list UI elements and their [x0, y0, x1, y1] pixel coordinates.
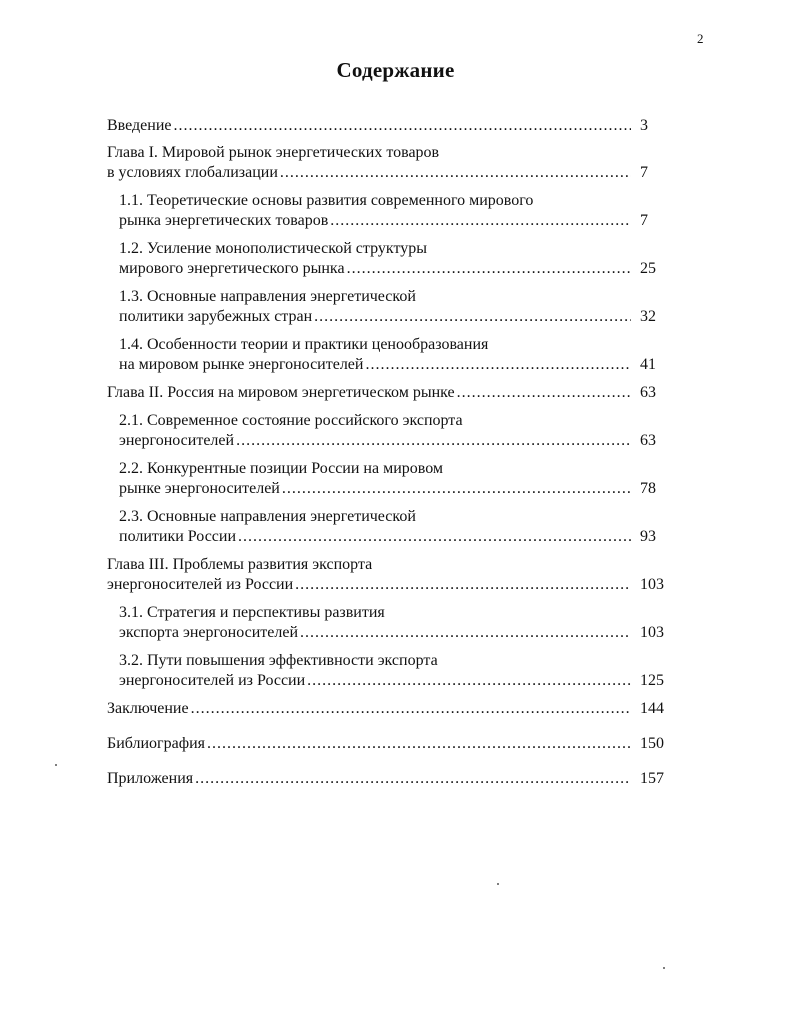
- toc-entry-title: Приложения: [107, 770, 194, 787]
- toc-entry-title: энергоносителей: [119, 432, 235, 449]
- toc-page-number: 32: [640, 308, 656, 325]
- toc-entry-section-2-1[interactable]: [119, 411, 633, 451]
- toc-page-number: 41: [640, 356, 656, 373]
- dot-leader: [300, 623, 631, 643]
- toc-entry-section-1-3[interactable]: [119, 287, 633, 327]
- toc-entry-title-line: 2.3. Основные направления энергетической: [119, 508, 416, 525]
- toc-entry-title-line: Глава III. Проблемы развития экспорта: [107, 556, 373, 573]
- toc-page-number: 93: [640, 528, 656, 545]
- dot-leader: [365, 355, 631, 375]
- toc-entry-title-line: 3.1. Стратегия и перспективы развития: [119, 604, 385, 621]
- toc-entry-title-line: 1.3. Основные направления энергетической: [119, 288, 416, 305]
- toc-entry-title: рынке энергоносителей: [119, 480, 280, 497]
- dot-leader: [314, 307, 631, 327]
- toc-page-number: 3: [640, 117, 648, 134]
- toc-page-number: 63: [640, 432, 656, 449]
- toc-page-number: 150: [640, 735, 664, 752]
- toc-entry-title: Глава II. Россия на мировом энергетическом рынке: [107, 384, 455, 401]
- toc-entry-title: Заключение: [107, 700, 189, 717]
- toc-entry-section-1-4[interactable]: [119, 335, 633, 375]
- scan-speck: [663, 967, 665, 969]
- toc-page-number: 125: [640, 672, 664, 689]
- dot-leader: [238, 527, 631, 547]
- toc-entry-chapter-3[interactable]: [107, 555, 633, 595]
- toc-entry-section-2-2[interactable]: [119, 459, 633, 499]
- toc-entry-section-1-2[interactable]: [119, 239, 633, 279]
- toc-page-number: 7: [640, 212, 648, 229]
- toc-page-number: 78: [640, 480, 656, 497]
- toc-entry-conclusion[interactable]: [107, 699, 633, 719]
- toc-entry-title: Введение: [107, 117, 172, 134]
- toc-entry-bibliography[interactable]: [107, 734, 633, 754]
- dot-leader: [347, 259, 631, 279]
- toc-entry-title: политики России: [119, 528, 237, 545]
- toc-entry-section-1-1[interactable]: [119, 191, 633, 231]
- dot-leader: [307, 671, 631, 691]
- toc-entry-title: экспорта энергоносителей: [119, 624, 299, 641]
- toc-entry-title: политики зарубежных стран: [119, 308, 313, 325]
- toc-entry-chapter-2[interactable]: [107, 383, 633, 403]
- toc-page-number: 103: [640, 576, 664, 593]
- dot-leader: [174, 116, 632, 136]
- toc-entry-title: рынка энергетических товаров: [119, 212, 329, 229]
- toc-entry-title: Библиография: [107, 735, 205, 752]
- toc-page-number: 144: [640, 700, 664, 717]
- toc-entry-title-line: 1.2. Усиление монополистической структуры: [119, 240, 427, 257]
- toc-page-number: 63: [640, 384, 656, 401]
- toc-entry-title-line: 2.1. Современное состояние российского экспорта: [119, 412, 463, 429]
- toc-entry-section-3-1[interactable]: [119, 603, 633, 643]
- toc-entry-title-line: Глава I. Мировой рынок энергетических товаров: [107, 144, 440, 161]
- toc-entry-title: мирового энергетического рынка: [119, 260, 345, 277]
- toc-entry-title-line: 1.1. Теоретические основы развития современного мирового: [119, 192, 534, 209]
- dot-leader: [207, 734, 631, 754]
- toc-entry-title: энергоносителей из России: [119, 672, 306, 689]
- toc-page-number: 103: [640, 624, 664, 641]
- toc-page-number: 157: [640, 770, 664, 787]
- dot-leader: [282, 479, 631, 499]
- toc-entry-introduction[interactable]: [107, 116, 633, 136]
- toc-page-number: 25: [640, 260, 656, 277]
- toc-entry-section-3-2[interactable]: [119, 651, 633, 691]
- toc-entry-section-2-3[interactable]: [119, 507, 633, 547]
- page-title: Содержание: [336, 58, 455, 82]
- dot-leader: [280, 163, 631, 183]
- toc-entry-title: на мировом рынке энергоносителей: [119, 356, 364, 373]
- page-number: 2: [697, 31, 704, 46]
- toc-entry-title: в условиях глобализации: [107, 164, 278, 181]
- scan-speck: [497, 883, 499, 885]
- scan-speck: [55, 764, 57, 766]
- toc-entry-chapter-1[interactable]: [107, 143, 633, 183]
- toc-entry-title-line: 2.2. Конкурентные позиции России на мировом: [119, 460, 444, 477]
- toc-entry-title-line: 1.4. Особенности теории и практики ценообразования: [119, 336, 489, 353]
- dot-leader: [236, 431, 631, 451]
- dot-leader: [295, 575, 631, 595]
- dot-leader: [330, 211, 631, 231]
- dot-leader: [195, 769, 631, 789]
- toc-page-number: 7: [640, 164, 648, 181]
- dot-leader: [191, 699, 631, 719]
- toc-entry-title-line: 3.2. Пути повышения эффективности экспорта: [119, 652, 438, 669]
- toc-entry-title: энергоносителей из России: [107, 576, 294, 593]
- toc-entry-appendices[interactable]: [107, 769, 633, 789]
- dot-leader: [457, 383, 631, 403]
